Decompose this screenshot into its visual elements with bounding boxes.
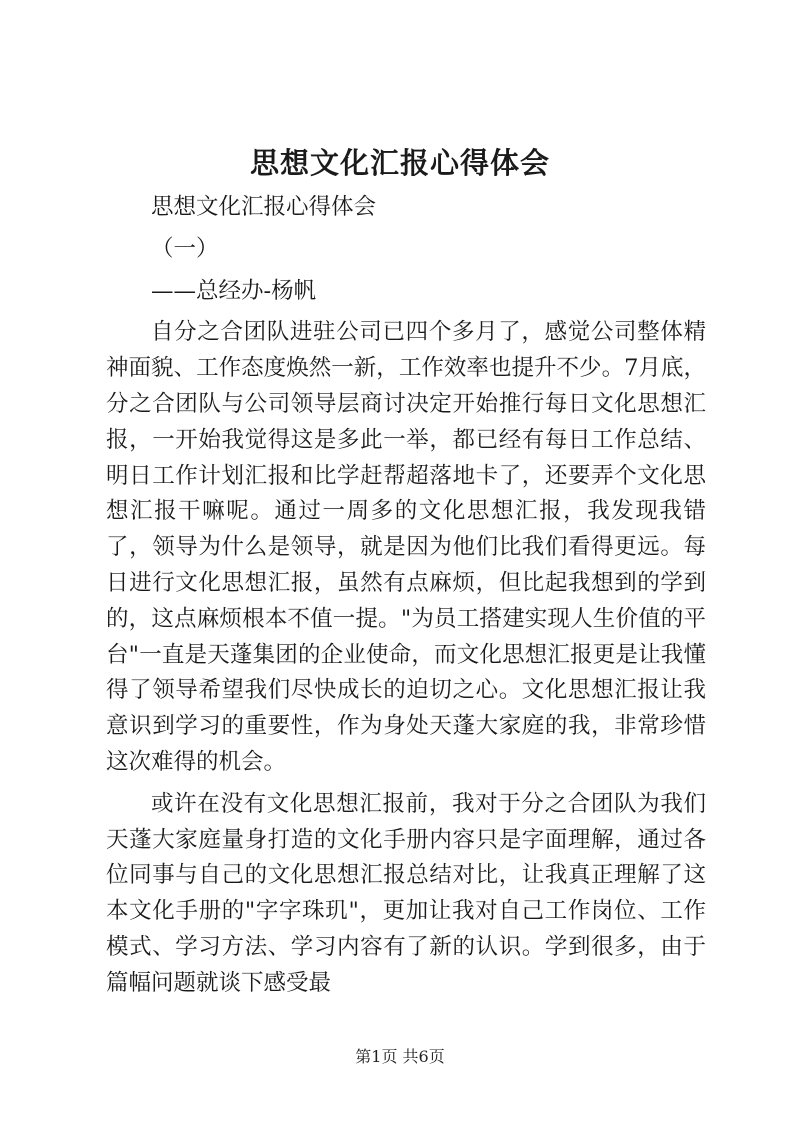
document-title: 思想文化汇报心得体会 xyxy=(249,146,550,180)
body-paragraph-1: 自分之合团队进驻公司已四个多月了，感觉公司整体精神面貌、工作态度焕然一新，工作效率也提升不少。7月底，分之合团队与公司领导层商讨决定开始推行每日文化思想汇报，一开始我觉得这是多此一举，都已经有每日工作总结、明日工作计划汇报和比学赶帮超落地卡了，还要弄个文化思想汇报干嘛呢。通过一周多的文化思想汇报，我发现我错了，领导为什么是领导，就是因为他们比我们看得更远。每日进行文化思想汇报，虽然有点麻烦，但比起我想到的学到的，这点麻烦根本不值一提。"为员工搭建实现人生价值的平台"一直是天蓬集团的企业使命，而文化思想汇报更是让我懂得了领导希望我们尽快成长的迫切之心。文化思想汇报让我意识到学习的重要性，作为身处天蓬大家庭的我，非常珍惜这次难得的机会。 xyxy=(106,319,706,775)
document-subtitle: 思想文化汇报心得体会 xyxy=(151,194,377,220)
page-footer: 第1页 共6页 xyxy=(355,1047,445,1066)
body-paragraph-2: 或许在没有文化思想汇报前，我对于分之合团队为我们天蓬大家庭量身打造的文化手册内容只是字面理解，通过各位同事与自己的文化思想汇报总结对比，让我真正理解了这本文化手册的"字字珠玑"，更加让我对自己工作岗位、工作模式、学习方法、学习内容有了新的认识。学到很多，由于篇幅问题就谈下感受最 xyxy=(106,790,706,996)
document-body xyxy=(106,190,706,1008)
author-line: ——总经办-杨帆 xyxy=(151,277,317,304)
section-marker: （一） xyxy=(151,235,219,262)
